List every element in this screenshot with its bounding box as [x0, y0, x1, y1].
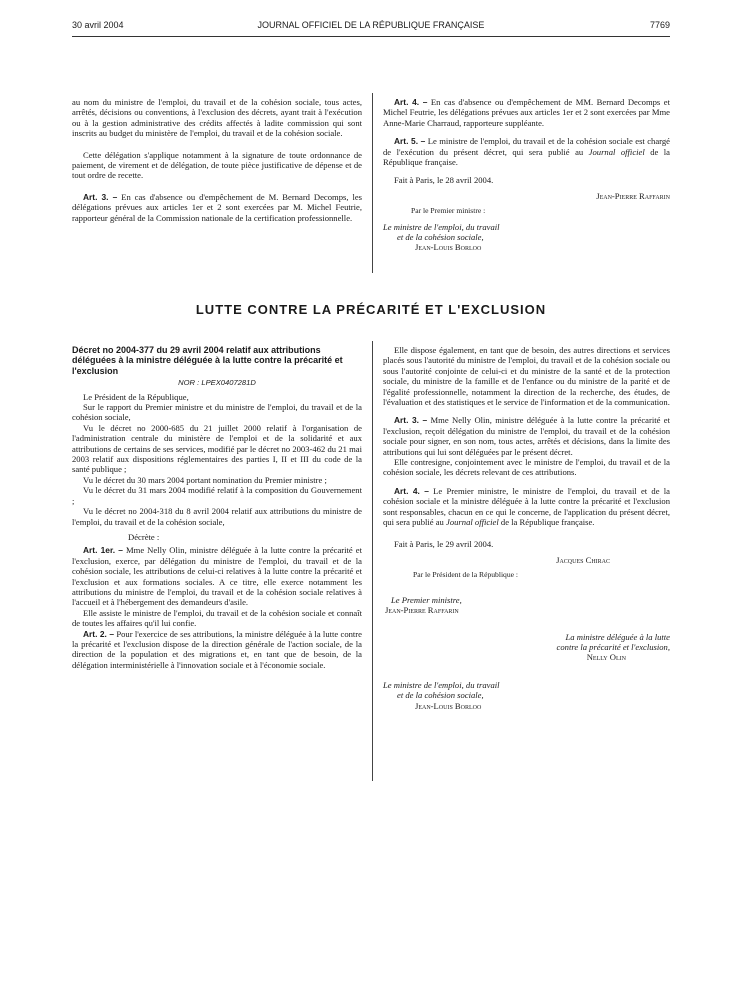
decree-left-column: [72, 345, 362, 670]
article-4: [383, 486, 670, 528]
article-label: Art. 2. –: [83, 628, 115, 639]
paragraph: Elle dispose également, en tant que de besoin, des autres directions et services placés sous l'autorité du ministre de l'emploi, du travail et de la cohésion sociale ou sous l'autorité conjointe de celui-ci et du ministre de la santé et de la protection sociale, du ministre de la famille et de l'enfance ou du ministre de la parité et de l'égalité professionnelle, notamment la direction de la recherche, des études, de l'évaluation et des statistiques et le service de l'information et de la communication.: [383, 345, 670, 408]
minister-title: Le ministre de l'emploi, du travail: [383, 679, 500, 690]
article-3-prev: [72, 192, 362, 223]
article-text: Mme Nelly Olin, ministre déléguée à la lutte contre la précarité et l'exclusion, reçoit délégation du ministre de l'emploi, du travail et de la cohésion sociale pour signer, en son nom, tous actes, arrêtés et décisions, dans la limite des attributions qui lui sont déléguées par le présent décret.: [383, 415, 670, 457]
article-text: En cas d'absence ou d'empêchement de M. Bernard Decomps, les délégations prévues aux articles 1er et 2 sont exercées par M. Michel Feutrie, rapporteur général de la Commission nationale de la certification professionnelle.: [72, 191, 362, 223]
article-text: de la République française.: [383, 146, 670, 168]
article-3: [383, 415, 670, 457]
header-journal-title: JOURNAL OFFICIEL DE LA RÉPUBLIQUE FRANÇAISE: [257, 20, 485, 30]
paragraph: au nom du ministre de l'emploi, du travail et de la cohésion sociale, tous actes, arrêtés, décisions ou conventions, à l'exclusion des décrets, ayant trait à l'exécution ou à la gestion administrative des crédits affectés à ladite commission qui sont inscrits au budget du ministère de l'emploi, du travail et de la cohésion sociale.: [72, 97, 362, 139]
journal-name: Journal officiel: [446, 517, 499, 528]
article-label: Art. 4. –: [394, 97, 428, 107]
nor-reference: NOR : LPEX0407281D: [178, 378, 256, 388]
minister-delegate-title: contre la précarité et l'exclusion,: [556, 641, 670, 652]
minister-name: Jean-Louis Borloo: [415, 242, 482, 253]
signer-name: Jean-Pierre Raffarin: [596, 190, 670, 201]
header-rule: [72, 36, 670, 37]
minister-name: Jean-Louis Borloo: [415, 700, 482, 711]
paragraph: Vu le décret du 31 mars 2004 modifié relatif à la composition du Gouvernement ;: [72, 485, 362, 506]
article-label: Art. 3. –: [83, 191, 118, 202]
article-2: [72, 629, 362, 671]
column-divider: [372, 93, 373, 273]
article-label: Art. 4. –: [394, 485, 429, 496]
paragraph: Vu le décret du 30 mars 2004 portant nomination du Premier ministre ;: [83, 474, 327, 485]
signature-date: Fait à Paris, le 28 avril 2004.: [394, 175, 494, 186]
paragraph: Vu le décret no 2000-685 du 21 juillet 2000 relatif à l'organisation de l'administration centrale du ministère de l'emploi et de la solidarité et aux attributions de certains de ses services, modifié par le décret no 2003-462 du 21 mai 2003 relatif aux dispositions réglementaires des parties I, II et III du code de la santé publique ;: [72, 422, 362, 475]
signer-name: Jacques Chirac: [556, 554, 610, 565]
article-text: Le ministre de l'emploi, du travail et de la cohésion sociale est chargé de l'exécution du présent décret, qui sera publié au: [383, 136, 670, 157]
minister-delegate-name: Nelly Olin: [586, 652, 626, 663]
pm-title: Le Premier ministre,: [391, 594, 462, 605]
article-5-prev: [383, 136, 670, 167]
article-text: Pour l'exercice de ses attributions, la ministre déléguée à la lutte contre la précarité et l'exclusion dispose de la direction générale de l'action sociale, de la direction de la population et des migrations et, en tant que de besoin, de la délégation interministérielle à l'innovation sociale et à l'économie sociale.: [72, 628, 362, 670]
article-label: Art. 5. –: [394, 136, 426, 147]
decree-title: Décret no 2004-377 du 29 avril 2004 relatif aux attributions déléguées à la ministre déléguée à la lutte contre la précarité et l'exclusion: [72, 345, 343, 376]
paragraph: Elle contresigne, conjointement avec le ministre de l'emploi, du travail et de la cohésion sociale, les décrets relevant de ces attributions.: [383, 457, 670, 478]
minister-title: et de la cohésion sociale,: [397, 232, 484, 243]
article-1: [72, 545, 362, 607]
signature-date: Fait à Paris, le 29 avril 2004.: [394, 538, 494, 549]
minister-delegate-title: La ministre déléguée à la lutte: [565, 631, 670, 642]
paragraph: Cette délégation s'applique notamment à la signature de toute ordonnance de paiement, de virement et de délégation, de toute pièce justificative de dépense et de tout ordre de recette.: [72, 149, 362, 181]
paragraph: Le Président de la République,: [83, 391, 189, 402]
article-text: Le Premier ministre, le ministre de l'emploi, du travail et de la cohésion sociale et la ministre déléguée à la lutte contre la précarité et l'exclusion sont responsables, chacun en ce qui le concerne, de l'application du présent décret, qui sera publié au: [383, 485, 670, 528]
decree-right-column: [383, 345, 670, 711]
minister-title: Le ministre de l'emploi, du travail: [383, 221, 500, 232]
paragraph: Vu le décret no 2004-318 du 8 avril 2004 relatif aux attributions du ministre de l'emploi, du travail et de la cohésion sociale,: [72, 506, 362, 527]
pm-name: Jean-Pierre Raffarin: [385, 605, 459, 616]
article-4-prev: [383, 97, 670, 128]
article-text: Mme Nelly Olin, ministre déléguée à la lutte contre la précarité et l'exclusion, exerce, par délégation du ministre de l'emploi, du travail et de la cohésion sociale, les attributions de celui-ci relatives à la lutte contre la précarité et l'exclusion et aux formations sociales. A ce titre, elle exerce notamment les attributions du ministre de l'emploi, du travail et de la cohésion sociale relatives à l'accueil et à l'hébergement des demandeurs d'asile.: [72, 545, 362, 608]
article-label: Art. 1er. –: [83, 545, 123, 556]
minister-title: et de la cohésion sociale,: [397, 690, 484, 701]
page-header: [72, 20, 670, 36]
by-line: Par le Président de la République :: [413, 570, 519, 580]
article-text: En cas d'absence ou d'empêchement de MM. Bernard Decomps et Michel Feutrie, les délégations prévues aux articles 1er et 2 sont exercées par Mme Anne-Marie Charraud, rapporteure suppléante.: [383, 97, 670, 128]
paragraph: Sur le rapport du Premier ministre et du ministre de l'emploi, du travail et de la cohésion sociale,: [72, 402, 362, 423]
article-text: de la République française.: [498, 517, 595, 528]
header-date: 30 avril 2004: [72, 20, 124, 30]
decrete-heading: Décrète :: [128, 531, 160, 542]
section-title: LUTTE CONTRE LA PRÉCARITÉ ET L'EXCLUSION: [195, 302, 547, 317]
paragraph: Elle assiste le ministre de l'emploi, du travail et de la cohésion sociale et connaît de toutes les affaires qu'il lui confie.: [72, 607, 362, 629]
column-divider: [372, 341, 373, 781]
header-page-number: 7769: [649, 20, 670, 30]
top-right-column: [383, 97, 670, 253]
journal-name: Journal officiel: [588, 146, 645, 157]
by-line: Par le Premier ministre :: [411, 206, 486, 216]
article-label: Art. 3. –: [394, 415, 428, 426]
top-left-column: [72, 97, 362, 223]
